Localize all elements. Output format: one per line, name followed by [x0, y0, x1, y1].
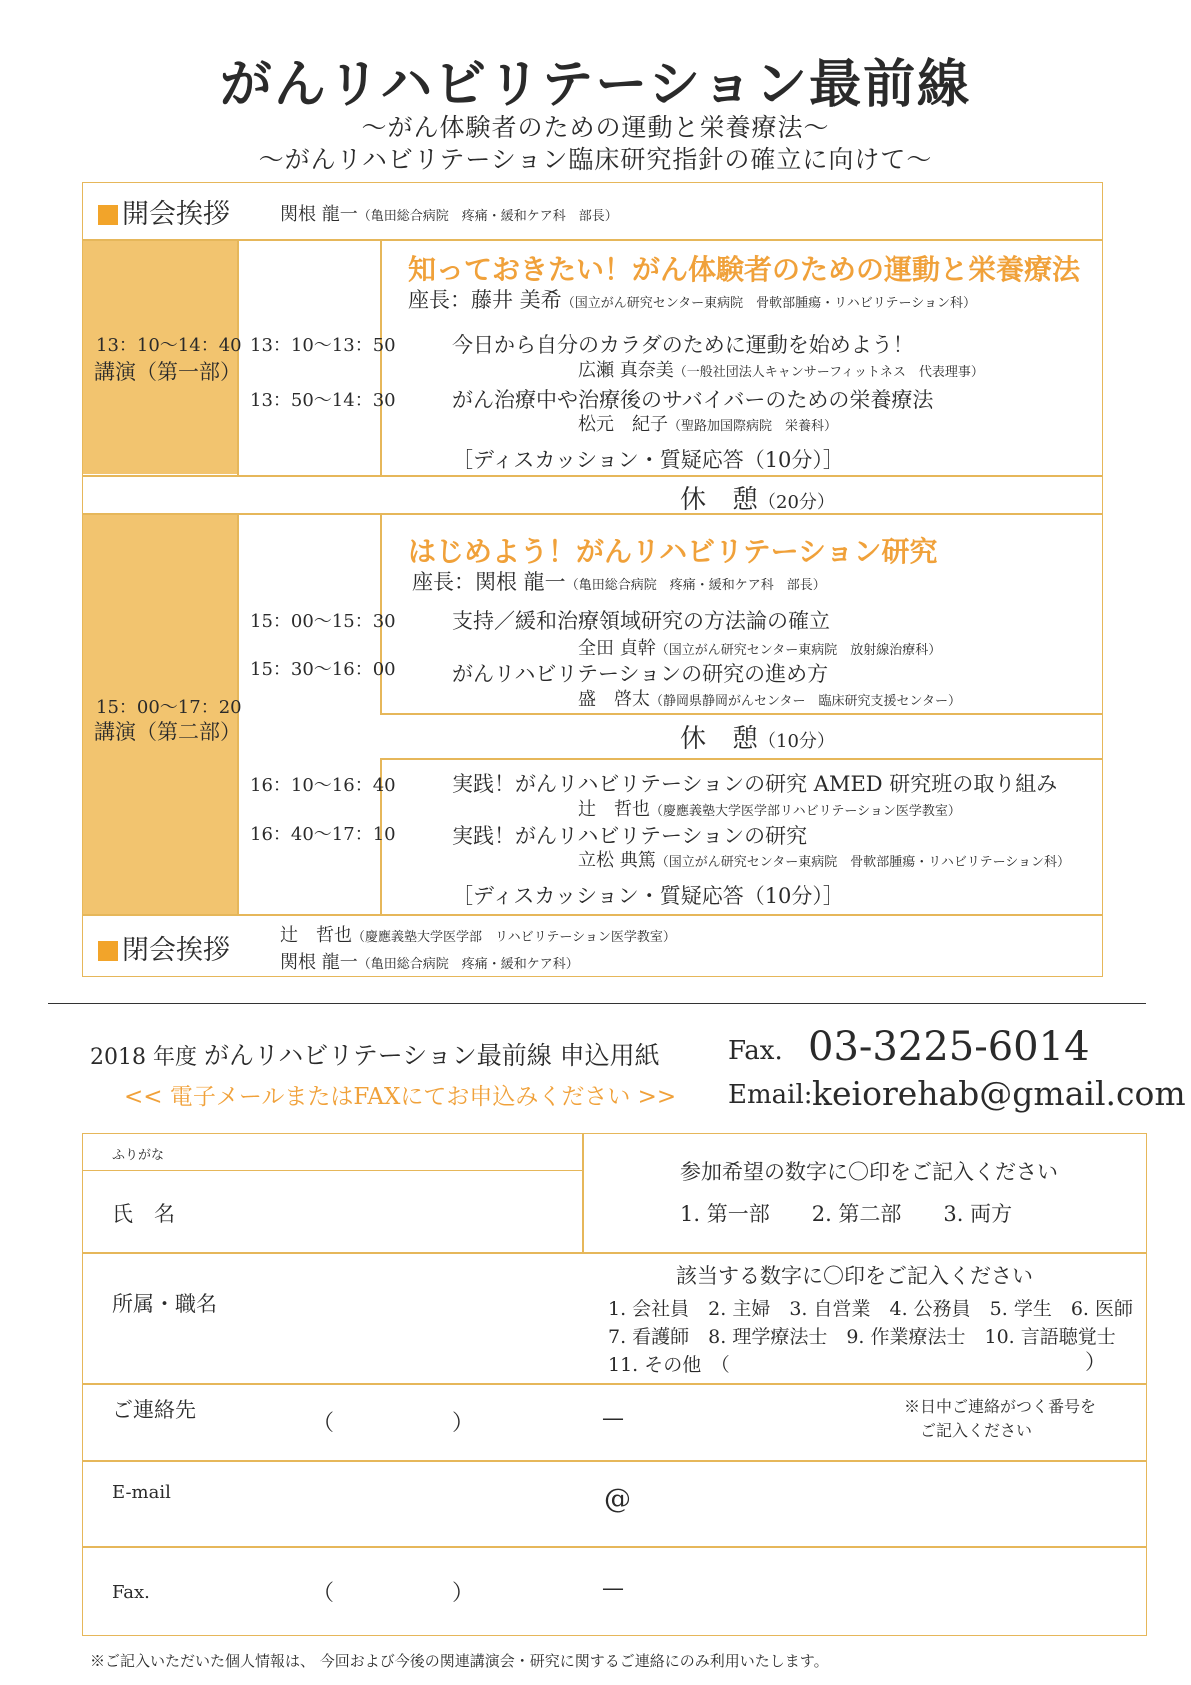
- contact-paren-close: ）: [452, 1411, 475, 1436]
- talk-time: 16：10〜16：40: [250, 775, 396, 796]
- participation-options[interactable]: 1. 第一部 2. 第二部 3. 両方: [680, 1202, 1013, 1226]
- talk-title: がん治療中や治療後のサバイバーのための栄養療法: [452, 388, 934, 412]
- talk-title: 今日から自分のカラダのために運動を始めよう！: [452, 333, 914, 357]
- fax-number: 03-3225-6014: [808, 1024, 1090, 1070]
- part1-theme: 知っておきたい！がん体験者のための運動と栄養療法: [408, 253, 1081, 286]
- talk-title: 支持／緩和治療領域研究の方法論の確立: [452, 609, 830, 633]
- break1: 休 憩（20分）: [680, 485, 835, 515]
- talk-speaker: 松元 紀子（聖路加国際病院 栄養科）: [578, 414, 838, 435]
- closing-label: 閉会挨拶: [98, 928, 230, 967]
- occupation-title: 該当する数字に〇印をご記入ください: [676, 1264, 1033, 1288]
- talk-time: 16：40〜17：10: [250, 824, 396, 845]
- subtitle-2: 〜がんリハビリテーション臨床研究指針の確立に向けて〜: [258, 145, 933, 174]
- fax-dash: —: [602, 1576, 624, 1601]
- furigana-label: ふりがな: [112, 1148, 165, 1163]
- at-sign: @: [604, 1484, 631, 1515]
- part1-label: 講演（第一部）: [94, 360, 241, 384]
- form-note: << 電子メールまたはFAXにてお申込みください >>: [124, 1084, 677, 1110]
- part1-time: 13：10〜14：40: [96, 335, 242, 356]
- fax-row-label: Fax.: [112, 1582, 150, 1603]
- part2-label: 講演（第二部）: [94, 720, 241, 744]
- talk-time: 13：50〜14：30: [250, 390, 396, 411]
- fax-label: Fax.: [728, 1036, 783, 1066]
- square-bullet-icon: [98, 205, 118, 225]
- subtitle-1: 〜がん体験者のための運動と栄養療法〜: [361, 113, 830, 142]
- part2-discussion: ［ディスカッション・質疑応答（10分）］: [452, 884, 844, 908]
- opening-label: 開会挨拶: [98, 192, 230, 231]
- talk-time: 13：10〜13：50: [250, 335, 396, 356]
- contact-paren-open: （: [312, 1411, 335, 1436]
- closing-speaker-1: 辻 哲也（慶應義塾大学医学部 リハビリテーション医学教室）: [280, 925, 676, 946]
- talk-speaker: 広瀬 真奈美（一般社団法人キャンサーフィットネス 代表理事）: [578, 360, 984, 381]
- page-title: がんリハビリテーション最前線: [219, 54, 972, 115]
- talk-time: 15：30〜16：00: [250, 659, 396, 680]
- occupation-line-2[interactable]: 7. 看護師 8. 理学療法士 9. 作業療法士 10. 言語聴覚士: [608, 1326, 1116, 1348]
- opening-speaker: 関根 龍一（亀田総合病院 疼痛・緩和ケア科 部長）: [280, 204, 618, 225]
- fax-field[interactable]: [330, 1554, 890, 1630]
- participation-title: 参加希望の数字に〇印をご記入ください: [680, 1160, 1058, 1184]
- part1-discussion: ［ディスカッション・質疑応答（10分）］: [452, 448, 844, 472]
- part2-time: 15：00〜17：20: [96, 697, 242, 718]
- fax-paren-open: （: [312, 1581, 335, 1606]
- talk-speaker: 辻 哲也（慶應義塾大学医学部リハビリテーション医学教室）: [578, 799, 961, 820]
- part2-theme: はじめよう！がんリハビリテーション研究: [408, 535, 938, 568]
- talk-title: 実践！がんリハビリテーションの研究: [452, 824, 808, 848]
- affiliation-label: 所属・職名: [112, 1292, 217, 1316]
- contact-label: ご連絡先: [112, 1398, 196, 1422]
- name-label: 氏 名: [112, 1202, 175, 1226]
- email-field[interactable]: [260, 1466, 1120, 1540]
- contact-note-1: ※日中ご連絡がつく番号を: [904, 1397, 1097, 1416]
- square-bullet-icon: [98, 941, 118, 961]
- cut-line: [48, 1003, 1146, 1004]
- talk-title: がんリハビリテーションの研究の進め方: [452, 662, 829, 686]
- talk-speaker: 全田 貞幹（国立がん研究センター東病院 放射線治療科）: [578, 638, 942, 659]
- privacy-note: ※ご記入いただいた個人情報は、 今回および今後の関連講演会・研究に関するご連絡にのみ利用いたします。: [90, 1652, 829, 1670]
- email-row-label: E-mail: [112, 1482, 171, 1503]
- talk-speaker: 盛 啓太（静岡県静岡がんセンター 臨床研究支援センター）: [578, 689, 961, 710]
- name-field[interactable]: [260, 1178, 570, 1244]
- occupation-line-3[interactable]: 11. その他 （: [608, 1354, 730, 1376]
- occupation-line-1[interactable]: 1. 会社員 2. 主婦 3. 自営業 4. 公務員 5. 学生 6. 医師: [608, 1298, 1134, 1320]
- form-title: 2018 年度 がんリハビリテーション最前線 申込用紙: [90, 1041, 660, 1070]
- part2-chair: 座長：関根 龍一（亀田総合病院 疼痛・緩和ケア科 部長）: [412, 570, 826, 594]
- talk-time: 15：00〜15：30: [250, 611, 396, 632]
- talk-title: 実践！がんリハビリテーションの研究 AMED 研究班の取り組み: [452, 772, 1058, 796]
- talk-speaker: 立松 典篤（国立がん研究センター東病院 骨軟部腫瘍・リハビリテーション科）: [578, 850, 1071, 871]
- fax-paren-close: ）: [452, 1581, 475, 1606]
- email-label: Email:: [728, 1080, 813, 1110]
- break2: 休 憩（10分）: [680, 724, 835, 754]
- contact-note-2: ご記入ください: [920, 1421, 1033, 1440]
- email-address[interactable]: keiorehab@gmail.com: [812, 1074, 1186, 1113]
- occupation-paren-close: ）: [1085, 1350, 1106, 1374]
- contact-field[interactable]: [330, 1390, 890, 1454]
- contact-dash: —: [602, 1406, 624, 1431]
- closing-speaker-2: 関根 龍一（亀田総合病院 疼痛・緩和ケア科）: [280, 952, 579, 973]
- part1-chair: 座長：藤井 美希（国立がん研究センター東病院 骨軟部腫瘍・リハビリテーション科）: [408, 288, 976, 312]
